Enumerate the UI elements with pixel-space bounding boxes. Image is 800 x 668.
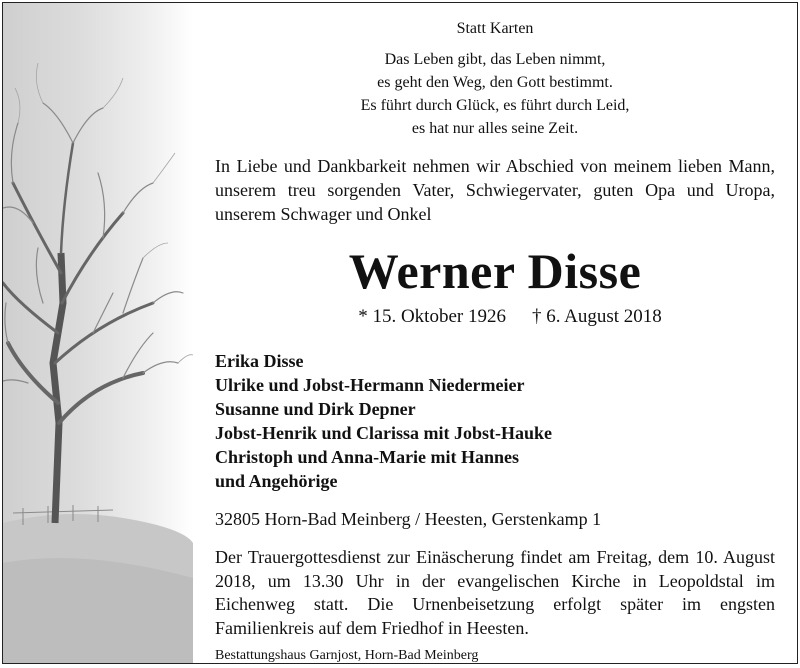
poem-line: Das Leben gibt, das Leben nimmt, — [384, 51, 606, 68]
mourners-list — [215, 349, 775, 493]
mourner: Christoph und Anna-Marie mit Hannes — [215, 447, 520, 467]
notice-content — [215, 3, 775, 664]
notice-header: Statt Karten — [456, 20, 534, 37]
obituary-notice — [2, 2, 798, 664]
mourner: Susanne und Dirk Depner — [215, 399, 416, 419]
intro-text: In Liebe und Dankbarkeit nehmen wir Abschied von meinem lieben Mann, unserem treu sorgenden Vater, Schwiegervater, guten Opa und Uropa, unserem Schwager und Onkel — [215, 156, 775, 224]
deceased-name: Werner Disse — [348, 243, 642, 299]
mourner: Ulrike und Jobst-Hermann Niedermeier — [215, 375, 525, 395]
poem-line: es geht den Weg, den Gott bestimmt. — [377, 74, 613, 91]
service-info: Der Trauergottesdienst zur Einäscherung findet am Freitag, dem 10. August 2018, um 13.30 Uhr in der evangelischen Kirche in Leopoldstal im Eichenweg statt. Die Urnenbeisetzung erfolgt später im engsten Familienkreis auf dem Friedhof in Heesten. — [215, 547, 775, 638]
funeral-home: Bestattungshaus Garnjost, Horn-Bad Meinberg — [215, 648, 479, 663]
birth-date: * 15. Oktober 1926 — [358, 306, 506, 327]
poem-line: Es führt durch Glück, es führt durch Leid, — [360, 97, 630, 114]
mourner: und Angehörige — [215, 471, 338, 491]
poem-line: es hat nur alles seine Zeit. — [411, 120, 579, 137]
address: 32805 Horn-Bad Meinberg / Heesten, Gerstenkamp 1 — [215, 509, 602, 529]
tree-illustration — [3, 3, 193, 663]
poem — [215, 48, 775, 140]
death-date: † 6. August 2018 — [531, 306, 662, 327]
life-dates — [215, 306, 775, 328]
foggy-tree-photo — [3, 3, 193, 663]
mourner: Erika Disse — [215, 351, 304, 371]
mourner: Jobst-Henrik und Clarissa mit Jobst-Hauke — [215, 423, 553, 443]
